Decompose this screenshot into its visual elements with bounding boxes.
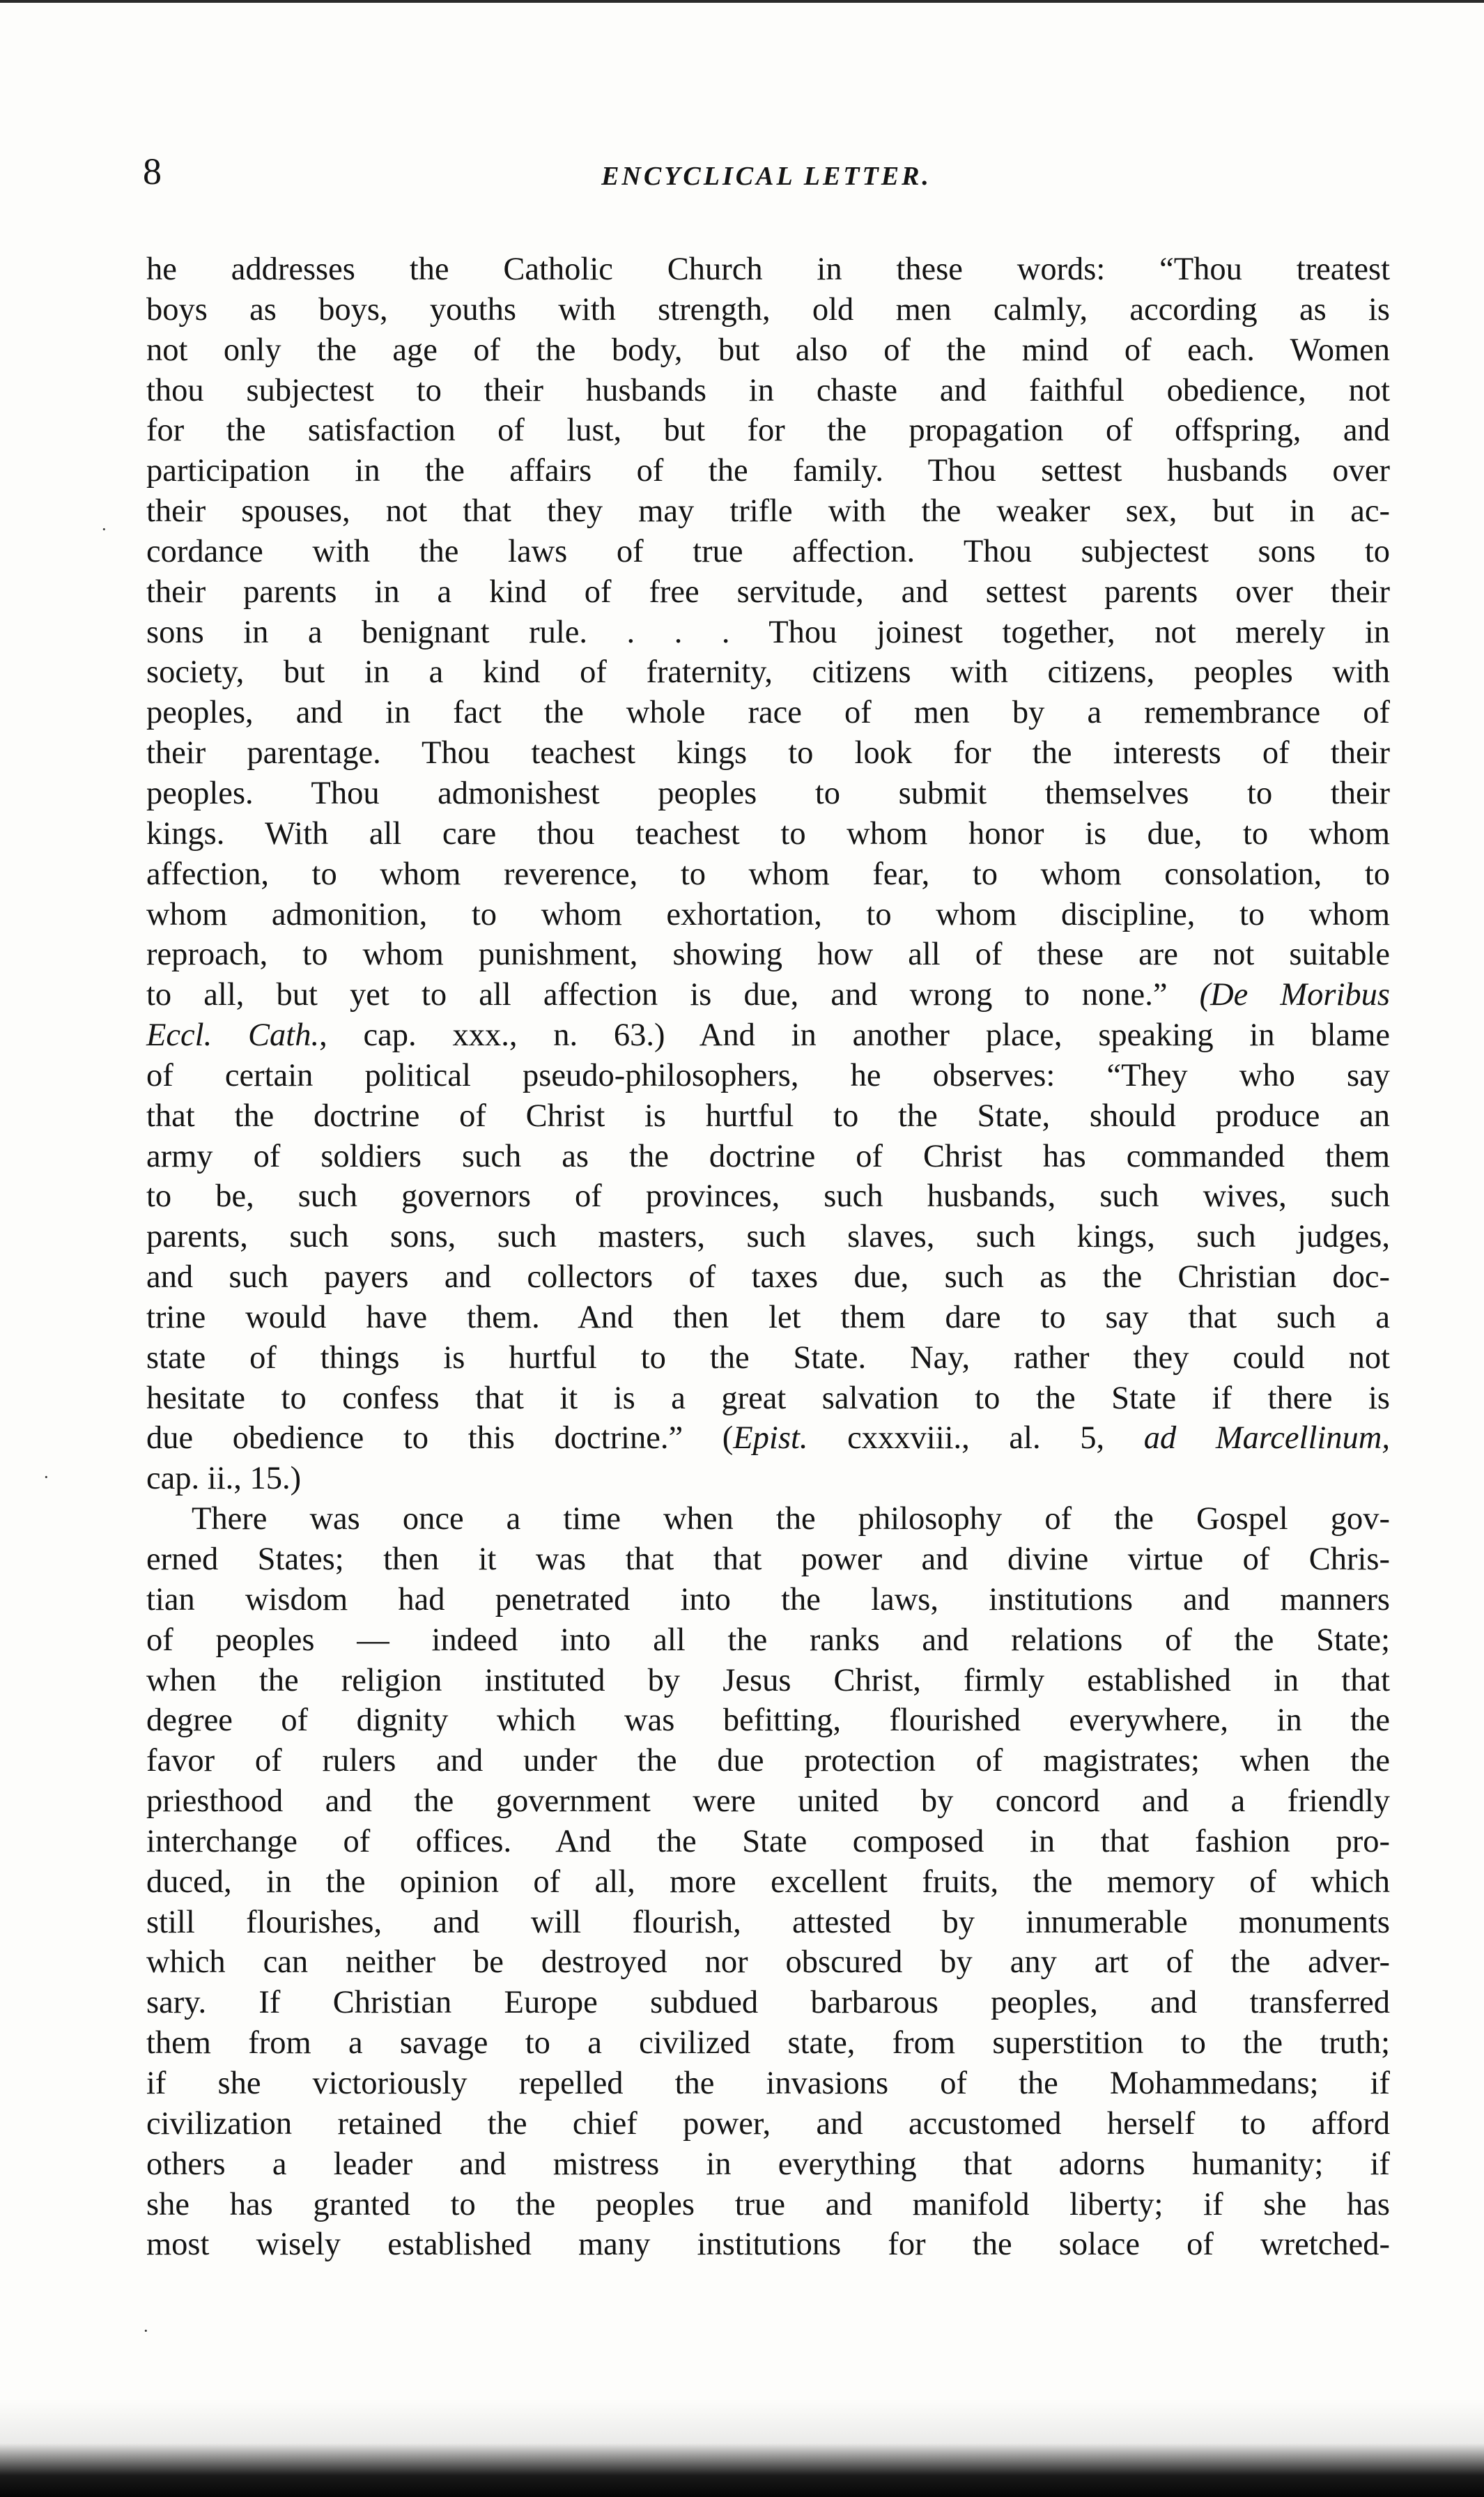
- text-line: reproach, to whom punishment, showing how all of these are not suitable: [146, 937, 1390, 973]
- top-rule: [0, 0, 1484, 7]
- text-line: that the doctrine of Christ is hurtful to the State, should produce an: [146, 1098, 1390, 1134]
- text-line: their spouses, not that they may trifle with the weaker sex, but in ac-: [146, 493, 1390, 530]
- quote-end: due obedience to this doctrine.”: [146, 1420, 683, 1457]
- text-line: not only the age of the body, but also of the mind of each. Women: [146, 332, 1390, 368]
- text-line: when the religion instituted by Jesus Christ, firmly established in that: [146, 1662, 1390, 1698]
- text-line: peoples, and in fact the whole race of men by a remembrance of: [146, 695, 1390, 731]
- text-line: hesitate to confess that it is a great salvation to the State if there is: [146, 1380, 1390, 1416]
- text-line: interchange of offices. And the State composed in that fashion pro-: [146, 1823, 1390, 1859]
- citation-recipient: ad Marcellinum,: [1143, 1420, 1390, 1457]
- text-line: still flourishes, and will flourish, attested by innumerable monuments: [146, 1904, 1390, 1940]
- text-line: most wisely established many institutions for the solace of wretched-: [146, 2227, 1390, 2263]
- text-line: participation in the affairs of the family. Thou settest husbands over: [146, 453, 1390, 489]
- text-line: their parents in a kind of free servitude, and settest parents over their: [146, 574, 1390, 610]
- citation-ref: cxxxviii., al. 5,: [847, 1420, 1105, 1457]
- page-bottom-edge: [0, 2399, 1484, 2497]
- text-line: he addresses the Catholic Church in these words: “Thou treatest: [146, 252, 1390, 287]
- text-line: thou subjectest to their husbands in chaste and faithful obedience, not: [146, 372, 1390, 408]
- page-header: [143, 150, 1390, 192]
- text-line: degree of dignity which was befitting, flourished everywhere, in the: [146, 1703, 1390, 1739]
- text-line-with-citation: [146, 1015, 1390, 1056]
- text-line: if she victoriously repelled the invasions of the Mohammedans; if: [146, 2065, 1390, 2101]
- citation-title: Epist.: [733, 1420, 808, 1457]
- text-line: whom admonition, to whom exhortation, to whom discipline, to whom: [146, 896, 1390, 932]
- text-line: parents, such sons, such masters, such slaves, such kings, such judges,: [146, 1219, 1390, 1255]
- text-line: to be, such governors of provinces, such husbands, such wives, such: [146, 1178, 1390, 1215]
- paragraph-start: There was once a time when the philosophy of the Gospel gov-: [192, 1501, 1390, 1537]
- text-line: sons in a benignant rule. . . . Thou joinest together, not merely in: [146, 614, 1390, 650]
- citation-title: Eccl. Cath.: [146, 1017, 320, 1054]
- text-line: she has granted to the peoples true and manifold liberty; if she has: [146, 2186, 1390, 2222]
- text-line: cap. ii., 15.): [146, 1461, 302, 1497]
- text-line: for the satisfaction of lust, but for the propagation of offspring, and: [146, 413, 1390, 449]
- text-line: sary. If Christian Europe subdued barbarous peoples, and transferred: [146, 1985, 1390, 2021]
- citation-rest: , cap. xxx., n. 63.) And in another place, speaking in blame: [319, 1017, 1390, 1054]
- text-line: peoples. Thou admonishest peoples to submit themselves to their: [146, 775, 1390, 811]
- text-line: civilization retained the chief power, and accustomed herself to afford: [146, 2105, 1390, 2142]
- text-line: priesthood and the government were united by concord and a friendly: [146, 1783, 1390, 1820]
- text-line: trine would have them. And then let them dare to say that such a: [146, 1299, 1390, 1335]
- text-line: society, but in a kind of fraternity, citizens with citizens, peoples with: [146, 654, 1390, 691]
- text-line: and such payers and collectors of taxes due, such as the Christian doc-: [146, 1259, 1390, 1296]
- citation-open: (: [722, 1420, 734, 1457]
- page-number: 8: [143, 151, 162, 192]
- text-line: others a leader and mistress in everything that adorns humanity; if: [146, 2146, 1390, 2182]
- text-line-with-citation: [146, 975, 1390, 1015]
- text-line: duced, in the opinion of all, more excellent fruits, the memory of which: [146, 1864, 1390, 1900]
- text-line: of peoples — indeed into all the ranks and relations of the State;: [146, 1622, 1390, 1658]
- text-line: erned States; then it was that that power and divine virtue of Chris-: [146, 1542, 1390, 1577]
- text-line: cordance with the laws of true affection. Thou subjectest sons to: [146, 533, 1390, 569]
- text-line: boys as boys, youths with strength, old men calmly, according as is: [146, 291, 1390, 328]
- text-line: of certain political pseudo-philosophers, he observes: “They who say: [146, 1057, 1390, 1093]
- quote-end: to all, but yet to all affection is due, and wrong to none.”: [146, 977, 1168, 1013]
- text-line: them from a savage to a civilized state, from superstition to the truth;: [146, 2025, 1390, 2061]
- running-head: ENCYCLICAL LETTER.: [601, 162, 932, 191]
- text-line: affection, to whom reverence, to whom fear, to whom consolation, to: [146, 856, 1390, 892]
- text-line-with-citation: [146, 1418, 1390, 1459]
- body-text: [146, 249, 1390, 2265]
- citation-title: (De Moribus: [1199, 977, 1390, 1013]
- stray-mark: ·: [43, 1467, 49, 1487]
- text-line: favor of rulers and under the due protection of magistrates; when the: [146, 1743, 1390, 1779]
- text-line: their parentage. Thou teachest kings to look for the interests of their: [146, 735, 1390, 771]
- text-line: kings. With all care thou teachest to whom honor is due, to whom: [146, 815, 1390, 852]
- text-line: state of things is hurtful to the State. Nay, rather they could not: [146, 1339, 1390, 1376]
- stray-mark: ·: [143, 2321, 149, 2341]
- text-line: which can neither be destroyed nor obscured by any art of the adver-: [146, 1944, 1390, 1981]
- text-line: tian wisdom had penetrated into the laws, institutions and manners: [146, 1581, 1390, 1618]
- text-line: army of soldiers such as the doctrine of Christ has commanded them: [146, 1138, 1390, 1174]
- stray-mark: ·: [101, 519, 107, 539]
